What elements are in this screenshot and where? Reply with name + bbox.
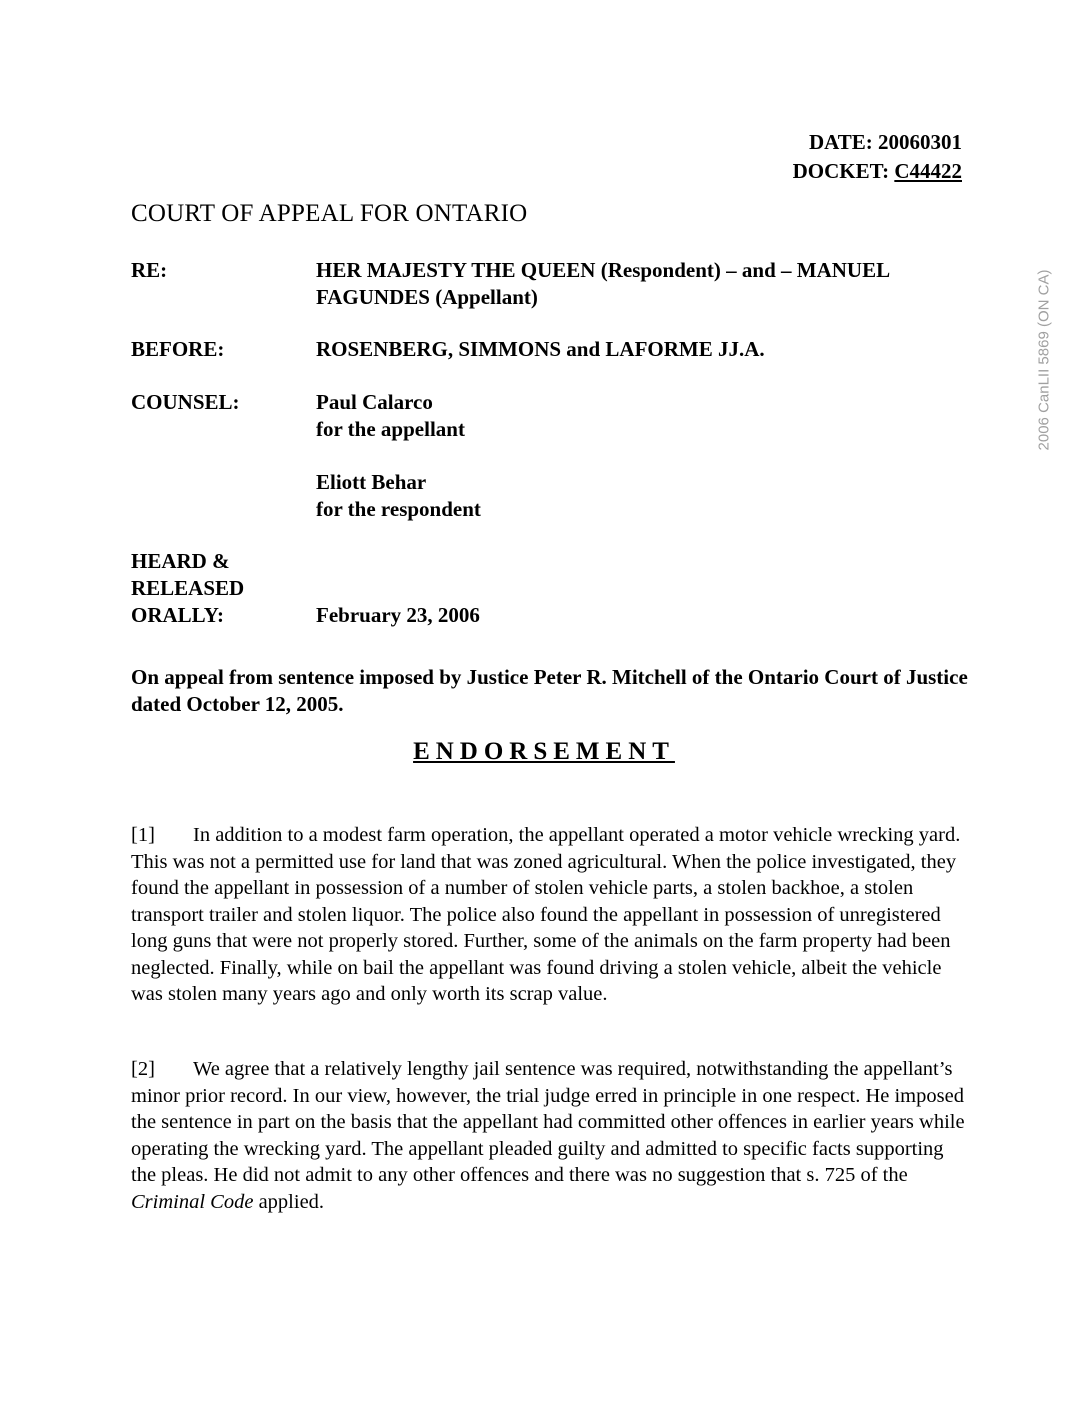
re-value [316,257,966,311]
paragraph-text: In addition to a modest farm operation, the appellant operated a motor vehicle wrecking yard. This was not a permitted use for land that was zoned agricultural. When the police investigated, they found the appellant in possession of a number of stolen vehicle parts, a stolen backhoe, a stolen transport trailer and stolen liquor. The police also found the appellant in possession of unregistered long guns that were not properly stored. Further, some of the animals on the farm property had been neglected. Finally, while on bail the appellant was found driving a stolen vehicle, albeit the vehicle was stolen many years ago and only worth its scrap value. [131,824,961,1005]
paragraph-text: We agree that a relatively lengthy jail sentence was required, notwithstanding the appellant’s minor prior record. In our view, however, the trial judge erred in principle in one respect. He imposed the sentence in part on the basis that the appellant had committed other offences in earlier years while operating the wrecking yard. The appellant pleaded guilty and admitted to specific facts supporting the pleas. He did not admit to any other offences and there was no suggestion that s. 725 of the [131,1058,965,1186]
heard-label-line1: HEARD & [131,549,230,573]
counsel-label: COUNSEL: [131,390,240,414]
paragraph-1 [131,822,965,1008]
heard-label-line3: ORALLY: [131,603,224,627]
heard-value: February 23, 2006 [316,603,480,627]
before-value: ROSENBERG, SIMMONS and LAFORME JJ.A. [316,337,765,361]
case-docket [793,157,962,186]
endorsement-title: ENDORSEMENT [413,738,675,765]
paragraph-2 [131,1056,965,1215]
case-header [793,128,962,186]
counsel-2-role: for the respondent [316,497,481,521]
counsel-value [316,389,966,523]
docket-label: DOCKET: [792,159,895,183]
statute-title: Criminal Code [131,1190,254,1213]
case-date: DATE: 20060301 [808,130,962,154]
paragraph-text-end: applied. [253,1190,325,1213]
court-title: COURT OF APPEAL FOR ONTARIO [131,200,528,227]
paragraph-number: [1] [131,824,155,846]
counsel-2-name: Eliott Behar [316,470,427,494]
appeal-note: On appeal from sentence imposed by Justice Peter R. Mitchell of the Ontario Court of Justice dated October 12, 2005. [131,665,968,716]
counsel-1-role: for the appellant [316,417,465,441]
heard-label-line2: RELEASED [131,576,245,600]
paragraph-number: [2] [131,1058,155,1080]
re-value-line2: FAGUNDES (Appellant) [316,285,538,309]
before-label: BEFORE: [131,337,225,361]
watermark-text: 2006 CanLII 5869 (ON CA) [1035,269,1053,451]
re-value-line1: HER MAJESTY THE QUEEN (Respondent) – and – MANUEL [316,258,891,282]
docket-number: C44422 [894,159,962,183]
citation-watermark [1026,250,1062,470]
counsel-1-name: Paul Calarco [316,390,433,414]
heard-label [131,548,311,629]
re-label: RE: [131,258,168,282]
